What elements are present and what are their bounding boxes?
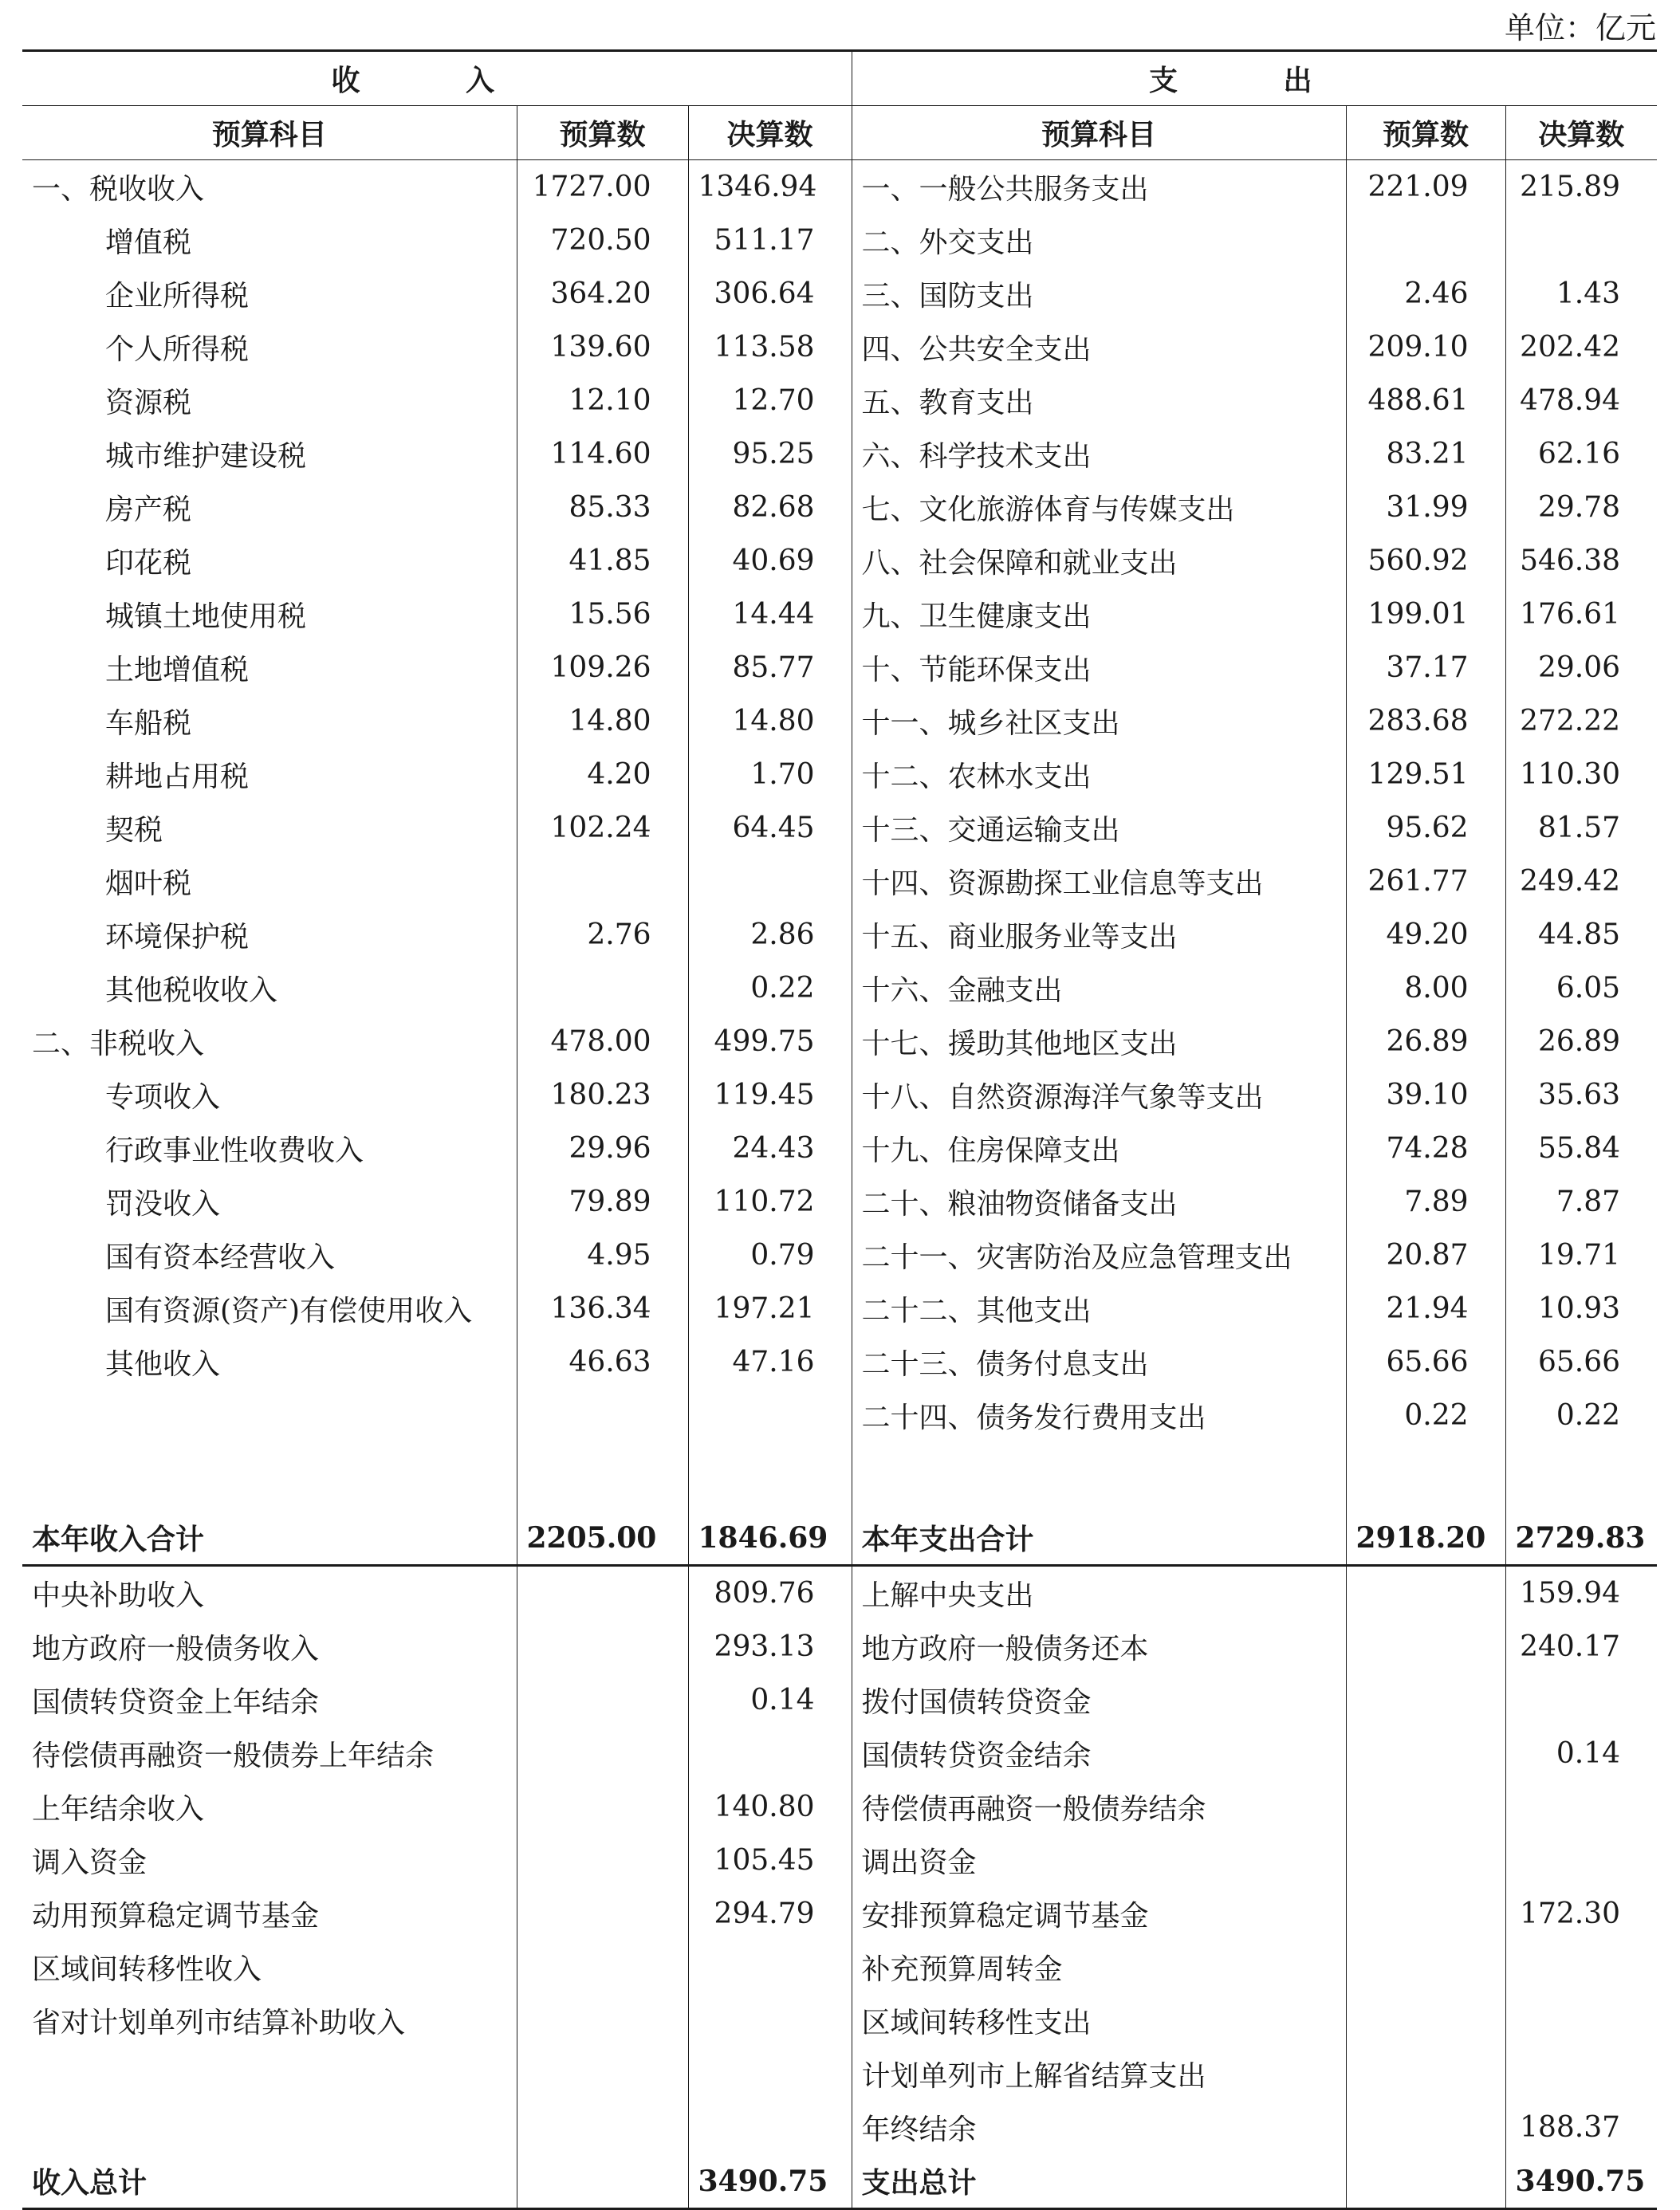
expenditure-grand-total-budget xyxy=(1346,2154,1505,2209)
table-row xyxy=(22,534,1657,588)
table-row xyxy=(22,1122,1657,1175)
expenditure-final-value: 1.43 xyxy=(1505,267,1657,320)
expenditure-final-value: 202.42 xyxy=(1505,320,1657,374)
income-item: 土地增值税 xyxy=(105,654,250,686)
table-row xyxy=(22,1282,1657,1335)
transfer-row xyxy=(22,1994,1657,2047)
expenditure-final-value: 546.38 xyxy=(1505,534,1657,588)
income-final-header: 决算数 xyxy=(688,106,852,160)
income-final-value: 82.68 xyxy=(688,481,852,534)
income-item: 其他税收收入 xyxy=(105,974,278,1007)
income-budget-value: 46.63 xyxy=(517,1335,688,1389)
expenditure-item: 九、卫生健康支出 xyxy=(852,588,1346,641)
transfer-row xyxy=(22,1834,1657,1887)
income-item xyxy=(22,1389,517,1442)
expenditure-budget-value xyxy=(1346,1673,1505,1727)
income-item: 待偿债再融资一般债券上年结余 xyxy=(32,1740,435,1772)
expenditure-item: 国债转贷资金结余 xyxy=(852,1727,1346,1780)
expenditure-item: 七、文化旅游体育与传媒支出 xyxy=(852,481,1346,534)
expenditure-budget-value: 31.99 xyxy=(1346,481,1505,534)
income-item: 环境保护税 xyxy=(105,921,250,954)
expenditure-budget-value xyxy=(1346,1834,1505,1887)
expenditure-budget-value: 65.66 xyxy=(1346,1335,1505,1389)
income-final-value: 197.21 xyxy=(688,1282,852,1335)
expenditure-year-total-label: 本年支出合计 xyxy=(852,1511,1346,1566)
expenditure-item: 三、国防支出 xyxy=(852,267,1346,320)
income-budget-value xyxy=(517,1389,688,1442)
expenditure-budget-header: 预算数 xyxy=(1346,106,1505,160)
income-grand-total-final: 3490.75 xyxy=(688,2154,852,2209)
expenditure-item: 四、公共安全支出 xyxy=(852,320,1346,374)
expenditure-budget-value: 21.94 xyxy=(1346,1282,1505,1335)
transfer-row xyxy=(22,1887,1657,1941)
income-item: 个人所得税 xyxy=(105,333,250,366)
spacer xyxy=(517,1442,688,1511)
expenditure-final-value xyxy=(1505,1834,1657,1887)
expenditure-item: 八、社会保障和就业支出 xyxy=(852,534,1346,588)
expenditure-final-value: 172.30 xyxy=(1505,1887,1657,1941)
income-budget-value: 2.76 xyxy=(517,908,688,961)
expenditure-final-value: 176.61 xyxy=(1505,588,1657,641)
income-final-value: 14.44 xyxy=(688,588,852,641)
expenditure-final-value: 29.78 xyxy=(1505,481,1657,534)
expenditure-budget-value xyxy=(1346,1620,1505,1673)
income-item: 资源税 xyxy=(105,387,192,419)
income-item: 国债转贷资金上年结余 xyxy=(32,1686,320,1719)
income-budget-value: 14.80 xyxy=(517,694,688,748)
expenditure-final-value: 249.42 xyxy=(1505,855,1657,908)
income-item: 增值税 xyxy=(105,226,192,259)
expenditure-final-value xyxy=(1505,1673,1657,1727)
expenditure-final-value: 65.66 xyxy=(1505,1335,1657,1389)
income-budget-value: 136.34 xyxy=(517,1282,688,1335)
section-header-row xyxy=(22,51,1657,106)
expenditure-budget-value xyxy=(1346,1780,1505,1834)
expenditure-budget-value: 221.09 xyxy=(1346,160,1505,214)
expenditure-budget-value: 49.20 xyxy=(1346,908,1505,961)
income-budget-value xyxy=(517,1620,688,1673)
table-row xyxy=(22,320,1657,374)
income-budget-value xyxy=(517,1780,688,1834)
income-item: 契税 xyxy=(105,814,163,847)
income-item: 国有资本经营收入 xyxy=(105,1241,336,1274)
income-budget-value xyxy=(517,2101,688,2154)
income-budget-value xyxy=(517,1887,688,1941)
spacer xyxy=(1346,1442,1505,1511)
expenditure-item: 十五、商业服务业等支出 xyxy=(852,908,1346,961)
transfer-row xyxy=(22,1620,1657,1673)
expenditure-final-value: 188.37 xyxy=(1505,2101,1657,2154)
income-item: 中央补助收入 xyxy=(32,1579,205,1612)
expenditure-item: 计划单列市上解省结算支出 xyxy=(852,2047,1346,2101)
spacer xyxy=(688,1442,852,1511)
income-budget-value xyxy=(517,1673,688,1727)
income-final-value: 113.58 xyxy=(688,320,852,374)
spacer-row xyxy=(22,1442,1657,1511)
expenditure-budget-value xyxy=(1346,2047,1505,2101)
income-budget-value xyxy=(517,2047,688,2101)
income-final-value: 2.86 xyxy=(688,908,852,961)
expenditure-item: 区域间转移性支出 xyxy=(852,1994,1346,2047)
income-budget-value xyxy=(517,1994,688,2047)
income-budget-value: 1727.00 xyxy=(517,160,688,214)
income-final-value: 0.22 xyxy=(688,961,852,1015)
income-final-value: 0.79 xyxy=(688,1229,852,1282)
transfer-row xyxy=(22,1727,1657,1780)
expenditure-item: 二、外交支出 xyxy=(852,214,1346,267)
income-item: 二、非税收入 xyxy=(32,1028,205,1060)
expenditure-item: 十四、资源勘探工业信息等支出 xyxy=(852,855,1346,908)
income-final-value: 140.80 xyxy=(688,1780,852,1834)
income-item-header: 预算科目 xyxy=(22,106,517,160)
income-budget-value: 4.95 xyxy=(517,1229,688,1282)
expenditure-budget-value xyxy=(1346,1566,1505,1621)
income-budget-value xyxy=(517,1727,688,1780)
expenditure-item: 六、科学技术支出 xyxy=(852,427,1346,481)
spacer xyxy=(22,1442,517,1511)
expenditure-final-value: 0.14 xyxy=(1505,1727,1657,1780)
income-final-value xyxy=(688,2101,852,2154)
expenditure-item-header: 预算科目 xyxy=(852,106,1346,160)
table-row xyxy=(22,908,1657,961)
expenditure-final-value: 10.93 xyxy=(1505,1282,1657,1335)
transfer-row xyxy=(22,1780,1657,1834)
income-final-value: 95.25 xyxy=(688,427,852,481)
income-budget-value: 12.10 xyxy=(517,374,688,427)
income-item: 动用预算稳定调节基金 xyxy=(32,1900,320,1933)
income-item: 烟叶税 xyxy=(105,867,192,900)
income-item: 罚没收入 xyxy=(105,1188,221,1221)
table-row xyxy=(22,748,1657,801)
income-budget-value xyxy=(517,855,688,908)
expenditure-budget-value: 2.46 xyxy=(1346,267,1505,320)
expenditure-final-value: 0.22 xyxy=(1505,1389,1657,1442)
transfer-row xyxy=(22,1673,1657,1727)
income-final-value: 294.79 xyxy=(688,1887,852,1941)
income-item: 其他收入 xyxy=(105,1348,221,1381)
table-row xyxy=(22,801,1657,855)
expenditure-item: 地方政府一般债务还本 xyxy=(852,1620,1346,1673)
income-item: 印花税 xyxy=(105,547,192,580)
expenditure-item: 十一、城乡社区支出 xyxy=(852,694,1346,748)
income-budget-value: 139.60 xyxy=(517,320,688,374)
expenditure-budget-value: 199.01 xyxy=(1346,588,1505,641)
income-final-value xyxy=(688,1389,852,1442)
expenditure-final-value: 81.57 xyxy=(1505,801,1657,855)
income-item: 国有资源(资产)有偿使用收入 xyxy=(105,1295,473,1327)
expenditure-budget-value: 39.10 xyxy=(1346,1068,1505,1122)
transfer-row xyxy=(22,1941,1657,1994)
table-row xyxy=(22,214,1657,267)
table-row xyxy=(22,481,1657,534)
income-item: 行政事业性收费收入 xyxy=(105,1134,364,1167)
income-item: 调入资金 xyxy=(32,1846,148,1879)
expenditure-final-value: 159.94 xyxy=(1505,1566,1657,1621)
income-item xyxy=(22,2101,517,2154)
expenditure-budget-value: 488.61 xyxy=(1346,374,1505,427)
expenditure-final-value: 62.16 xyxy=(1505,427,1657,481)
table-row xyxy=(22,588,1657,641)
expenditure-year-total-budget: 2918.20 xyxy=(1346,1511,1505,1566)
expenditure-final-value: 26.89 xyxy=(1505,1015,1657,1068)
expenditure-year-total-final: 2729.83 xyxy=(1505,1511,1657,1566)
expenditure-budget-value: 95.62 xyxy=(1346,801,1505,855)
income-item: 企业所得税 xyxy=(105,280,250,313)
income-final-value xyxy=(688,1941,852,1994)
income-final-value: 12.70 xyxy=(688,374,852,427)
income-item: 车船税 xyxy=(105,707,192,740)
expenditure-budget-value xyxy=(1346,2101,1505,2154)
income-final-value: 64.45 xyxy=(688,801,852,855)
expenditure-item: 年终结余 xyxy=(852,2101,1346,2154)
expenditure-final-value: 215.89 xyxy=(1505,160,1657,214)
income-item: 专项收入 xyxy=(105,1081,221,1114)
expenditure-final-value: 44.85 xyxy=(1505,908,1657,961)
income-year-total-budget: 2205.00 xyxy=(517,1511,688,1566)
income-item: 房产税 xyxy=(105,494,192,526)
income-final-value: 85.77 xyxy=(688,641,852,694)
income-final-value: 306.64 xyxy=(688,267,852,320)
income-budget-value: 720.50 xyxy=(517,214,688,267)
expenditure-final-value: 478.94 xyxy=(1505,374,1657,427)
expenditure-final-value: 272.22 xyxy=(1505,694,1657,748)
expenditure-budget-value: 26.89 xyxy=(1346,1015,1505,1068)
expenditure-budget-value xyxy=(1346,214,1505,267)
expenditure-budget-value: 8.00 xyxy=(1346,961,1505,1015)
income-final-value: 47.16 xyxy=(688,1335,852,1389)
expenditure-item: 十三、交通运输支出 xyxy=(852,801,1346,855)
expenditure-budget-value xyxy=(1346,1941,1505,1994)
table-row xyxy=(22,961,1657,1015)
expenditure-final-value: 6.05 xyxy=(1505,961,1657,1015)
income-budget-value xyxy=(517,961,688,1015)
transfer-row xyxy=(22,1566,1657,1621)
income-budget-value: 364.20 xyxy=(517,267,688,320)
expenditure-budget-value xyxy=(1346,1994,1505,2047)
table-row xyxy=(22,1389,1657,1442)
expenditure-budget-value: 83.21 xyxy=(1346,427,1505,481)
income-final-value: 0.14 xyxy=(688,1673,852,1727)
expenditure-item: 安排预算稳定调节基金 xyxy=(852,1887,1346,1941)
expenditure-budget-value: 74.28 xyxy=(1346,1122,1505,1175)
expenditure-item: 待偿债再融资一般债券结余 xyxy=(852,1780,1346,1834)
income-item: 上年结余收入 xyxy=(32,1793,205,1826)
expenditure-item: 一、一般公共服务支出 xyxy=(852,160,1346,214)
expenditure-item: 拨付国债转贷资金 xyxy=(852,1673,1346,1727)
income-budget-value: 180.23 xyxy=(517,1068,688,1122)
income-item: 城镇土地使用税 xyxy=(105,600,307,633)
expenditure-budget-value: 0.22 xyxy=(1346,1389,1505,1442)
table-row xyxy=(22,641,1657,694)
income-budget-value: 15.56 xyxy=(517,588,688,641)
income-final-value: 110.72 xyxy=(688,1175,852,1229)
income-year-total-label: 本年收入合计 xyxy=(22,1511,517,1566)
grand-total-row xyxy=(22,2154,1657,2209)
expenditure-budget-value: 37.17 xyxy=(1346,641,1505,694)
expenditure-item: 上解中央支出 xyxy=(852,1566,1346,1621)
expenditure-final-value xyxy=(1505,1780,1657,1834)
income-item: 省对计划单列市结算补助收入 xyxy=(32,2007,406,2039)
income-grand-total-label: 收入总计 xyxy=(22,2154,517,2209)
expenditure-budget-value: 283.68 xyxy=(1346,694,1505,748)
income-item: 耕地占用税 xyxy=(105,761,250,793)
table-row xyxy=(22,1068,1657,1122)
income-budget-value: 478.00 xyxy=(517,1015,688,1068)
table-row xyxy=(22,1015,1657,1068)
column-header-row xyxy=(22,106,1657,160)
expenditure-item: 二十二、其他支出 xyxy=(852,1282,1346,1335)
income-final-value: 1346.94 xyxy=(688,160,852,214)
income-header: 收 入 xyxy=(22,51,852,106)
expenditure-header: 支 出 xyxy=(852,51,1657,106)
income-item: 一、税收收入 xyxy=(32,173,205,206)
expenditure-item: 二十三、债务付息支出 xyxy=(852,1335,1346,1389)
income-budget-value xyxy=(517,1834,688,1887)
income-budget-value: 4.20 xyxy=(517,748,688,801)
expenditure-budget-value xyxy=(1346,1887,1505,1941)
expenditure-item: 十七、援助其他地区支出 xyxy=(852,1015,1346,1068)
expenditure-item: 十、节能环保支出 xyxy=(852,641,1346,694)
income-budget-value: 114.60 xyxy=(517,427,688,481)
income-budget-value: 85.33 xyxy=(517,481,688,534)
table-row xyxy=(22,160,1657,214)
income-year-total-final: 1846.69 xyxy=(688,1511,852,1566)
expenditure-final-value: 19.71 xyxy=(1505,1229,1657,1282)
expenditure-item: 二十一、灾害防治及应急管理支出 xyxy=(852,1229,1346,1282)
income-final-value: 24.43 xyxy=(688,1122,852,1175)
income-budget-value: 79.89 xyxy=(517,1175,688,1229)
expenditure-item: 二十四、债务发行费用支出 xyxy=(852,1389,1346,1442)
expenditure-budget-value xyxy=(1346,1727,1505,1780)
income-final-value xyxy=(688,1994,852,2047)
income-final-value: 14.80 xyxy=(688,694,852,748)
expenditure-item: 调出资金 xyxy=(852,1834,1346,1887)
expenditure-item: 十九、住房保障支出 xyxy=(852,1122,1346,1175)
income-final-value: 293.13 xyxy=(688,1620,852,1673)
transfer-row xyxy=(22,2047,1657,2101)
expenditure-budget-value: 261.77 xyxy=(1346,855,1505,908)
income-budget-value: 102.24 xyxy=(517,801,688,855)
table-row xyxy=(22,374,1657,427)
income-final-value: 499.75 xyxy=(688,1015,852,1068)
expenditure-item: 补充预算周转金 xyxy=(852,1941,1346,1994)
income-budget-value: 109.26 xyxy=(517,641,688,694)
income-final-value xyxy=(688,855,852,908)
expenditure-budget-value: 209.10 xyxy=(1346,320,1505,374)
expenditure-grand-total-label: 支出总计 xyxy=(852,2154,1346,2209)
income-final-value: 105.45 xyxy=(688,1834,852,1887)
income-final-value: 809.76 xyxy=(688,1566,852,1621)
spacer xyxy=(1505,1442,1657,1511)
spacer xyxy=(852,1442,1346,1511)
expenditure-budget-value: 7.89 xyxy=(1346,1175,1505,1229)
table-row xyxy=(22,267,1657,320)
table-row xyxy=(22,1335,1657,1389)
income-grand-total-budget xyxy=(517,2154,688,2209)
expenditure-final-value: 110.30 xyxy=(1505,748,1657,801)
expenditure-item: 十六、金融支出 xyxy=(852,961,1346,1015)
income-final-value: 119.45 xyxy=(688,1068,852,1122)
expenditure-final-value xyxy=(1505,214,1657,267)
table-row xyxy=(22,694,1657,748)
income-item xyxy=(22,2047,517,2101)
table-row xyxy=(22,427,1657,481)
expenditure-final-header: 决算数 xyxy=(1505,106,1657,160)
year-total-row xyxy=(22,1511,1657,1566)
expenditure-item: 五、教育支出 xyxy=(852,374,1346,427)
expenditure-final-value xyxy=(1505,1941,1657,1994)
income-final-value: 1.70 xyxy=(688,748,852,801)
income-final-value: 511.17 xyxy=(688,214,852,267)
income-budget-value: 29.96 xyxy=(517,1122,688,1175)
expenditure-final-value: 55.84 xyxy=(1505,1122,1657,1175)
expenditure-final-value: 240.17 xyxy=(1505,1620,1657,1673)
budget-table xyxy=(22,49,1657,2210)
expenditure-budget-value: 560.92 xyxy=(1346,534,1505,588)
income-final-value xyxy=(688,2047,852,2101)
expenditure-item: 十二、农林水支出 xyxy=(852,748,1346,801)
income-final-value xyxy=(688,1727,852,1780)
expenditure-budget-value: 129.51 xyxy=(1346,748,1505,801)
expenditure-final-value xyxy=(1505,1994,1657,2047)
table-row xyxy=(22,1175,1657,1229)
income-item: 区域间转移性收入 xyxy=(32,1953,262,1986)
expenditure-final-value: 35.63 xyxy=(1505,1068,1657,1122)
income-budget-value xyxy=(517,1941,688,1994)
table-row xyxy=(22,855,1657,908)
income-budget-header: 预算数 xyxy=(517,106,688,160)
expenditure-budget-value: 20.87 xyxy=(1346,1229,1505,1282)
expenditure-item: 二十、粮油物资储备支出 xyxy=(852,1175,1346,1229)
income-budget-value: 41.85 xyxy=(517,534,688,588)
expenditure-final-value xyxy=(1505,2047,1657,2101)
unit-label: 单位：亿元 xyxy=(1504,10,1656,45)
table-row xyxy=(22,1229,1657,1282)
expenditure-final-value: 29.06 xyxy=(1505,641,1657,694)
expenditure-item: 十八、自然资源海洋气象等支出 xyxy=(852,1068,1346,1122)
income-item: 城市维护建设税 xyxy=(105,440,307,473)
income-budget-value xyxy=(517,1566,688,1621)
expenditure-final-value: 7.87 xyxy=(1505,1175,1657,1229)
income-item: 地方政府一般债务收入 xyxy=(32,1633,320,1665)
income-final-value: 40.69 xyxy=(688,534,852,588)
expenditure-grand-total-final: 3490.75 xyxy=(1505,2154,1657,2209)
transfer-row xyxy=(22,2101,1657,2154)
